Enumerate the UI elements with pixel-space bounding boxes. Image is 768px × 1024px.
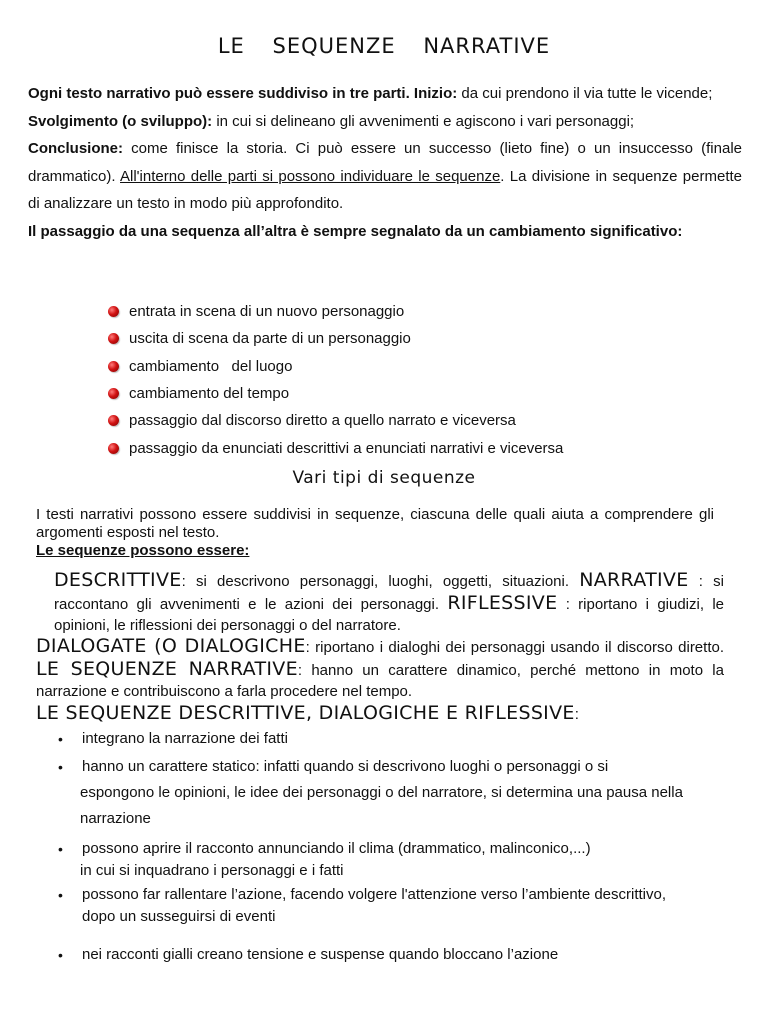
list-item [108,325,563,352]
type-label-dialogate: DIALOGATE (O DIALOGICHE [36,635,306,658]
list-item-text: espongono le opinioni, le idee dei personaggi o del narratore, si determina una pausa nella narrazione [80,784,683,827]
types-paragraph-2 [36,636,724,702]
intro-bold-3: Conclusione: [28,140,124,157]
red-bullet-icon [108,415,119,426]
list-item-text: nei racconti gialli creano tensione e suspense quando bloccano l’azione [82,946,559,963]
list-item-text: entrata in scena di un nuovo personaggio [129,303,405,321]
intro-text-3b: . La divisione in sequenze permette di analizzare un testo in modo più approfondito. [28,167,743,212]
title-word: SEQUENZE [272,34,396,58]
types-paragraph-3 [36,703,724,726]
type-text-riflessive: : riportano i giudizi, le opinioni, le riflessioni dei personaggi o del narratore. [54,595,724,634]
type-label-descrittive: DESCRITTIVE [54,569,182,591]
list-item-text: hanno un carattere statico: infatti quando si descrivono luoghi o personaggi o si [82,758,609,775]
features-list [58,726,748,968]
intro-text-1: da cui prendono il via tutte le vicende; [457,85,713,102]
list-item-text: cambiamento del luogo [129,357,293,375]
intro-text-3: come finisce la storia. Ci può essere un successo (lieto fine) o un insuccesso (finale drammatico). [28,140,742,185]
list-item-text: uscita di scena da parte di un personaggio [129,330,411,348]
intro-underlined: All'interno delle parti si possono individuare le sequenze [120,167,501,185]
list-item [58,838,748,882]
types-paragraph-1 [36,570,724,636]
list-item [108,298,563,325]
red-bullet-icon [108,306,119,317]
types-intro-text: I testi narrativi possono essere suddivisi in sequenze, ciascuna delle quali aiuta a comprendere gli argomenti esposti nel testo. [36,506,714,541]
type-text-dialogate: : riportano i dialoghi dei personaggi usando il discorso diretto. [305,639,724,657]
list-item [108,434,563,461]
types-intro [36,506,714,560]
list-item [58,726,748,752]
type-label-seq-narrative: LE SEQUENZE NARRATIVE [36,658,298,681]
red-bullet-icon [108,443,119,454]
sequence-types [36,570,724,726]
type-label-riflessive: RIFLESSIVE [447,591,558,614]
intro-bold-4: Il passaggio da una sequenza all’altra è sempre segnalato da un cambiamento significativo: [28,222,683,240]
types-intro-head: Le sequenze possono essere: [36,542,250,559]
red-bullet-icon [108,388,119,399]
list-item-text: possono far rallentare l’azione, facendo volgere l'attenzione verso l’ambiente descrittivo, [82,886,667,903]
list-item-text: passaggio dal discorso diretto a quello narrato e viceversa [129,412,516,430]
list-item [58,884,748,928]
list-item-text: dopo un susseguirsi di eventi [82,908,276,925]
list-item [108,407,563,434]
list-item-text: passaggio da enunciati descrittivi a enunciati narrativi e viceversa [129,439,564,457]
intro-bold-1: Ogni testo narrativo può essere suddiviso in tre parti. Inizio: [28,85,458,102]
list-item [58,942,748,968]
red-bullet-icon [108,361,119,372]
type-text-narrative: : si raccontano gli avvenimenti e le azioni dei personaggi. [54,573,724,613]
list-item [58,754,748,832]
list-item [108,380,563,407]
section-subtitle: Vari tipi di sequenze [292,468,476,488]
page-title [0,34,768,58]
type-colon: : [574,705,579,723]
type-text-descrittive: : si descrivono personaggi, luoghi, oggetti, situazioni. [181,573,580,590]
title-word: LE [217,34,245,58]
list-item-text: cambiamento del tempo [129,385,290,403]
change-list [108,298,563,462]
list-item [108,353,563,380]
title-word: NARRATIVE [423,34,551,58]
red-bullet-icon [108,333,119,344]
list-item-text: in cui si inquadrano i personaggi e i fatti [80,862,344,879]
intro-bold-2: Svolgimento (o sviluppo): [28,112,213,130]
type-label-narrative: NARRATIVE [579,569,689,591]
intro-paragraph [28,80,742,245]
intro-text-2: in cui si delineano gli avvenimenti e agiscono i vari personaggi; [212,112,635,130]
list-item-text: possono aprire il racconto annunciando il clima (drammatico, malinconico,...) [82,840,591,857]
type-text-seq-narrative: : hanno un carattere dinamico, perché mettono in moto la narrazione e contribuiscono a farla procedere nel tempo. [36,662,724,700]
list-item-text: integrano la narrazione dei fatti [82,730,288,747]
type-label-seq-descrittive: LE SEQUENZE DESCRITTIVE, DIALOGICHE E RIFLESSIVE [36,701,575,724]
